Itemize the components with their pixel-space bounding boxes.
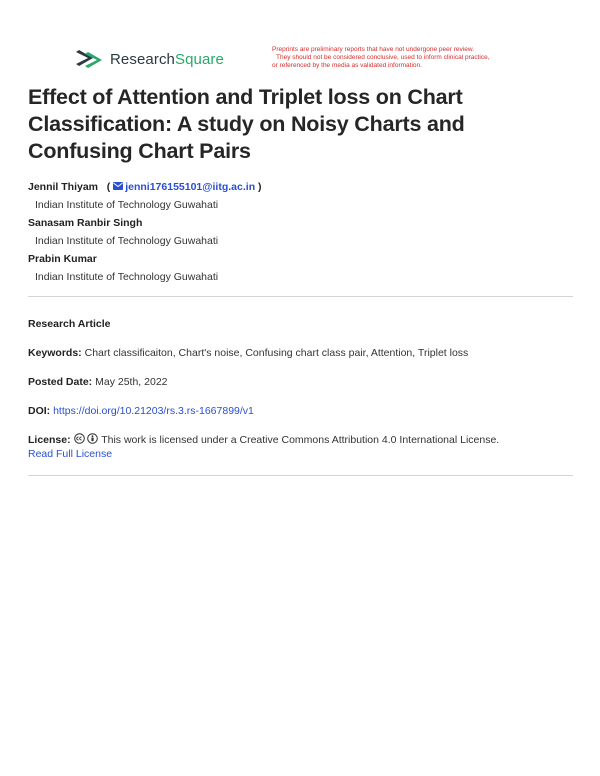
doi-link[interactable]: https://doi.org/10.21203/rs.3.rs-1667899/v1 <box>53 405 254 417</box>
by-icon <box>87 433 98 444</box>
divider <box>28 475 573 476</box>
read-full-license-link[interactable]: Read Full License <box>28 448 113 460</box>
cc-icon <box>74 433 85 444</box>
author-affiliation: Indian Institute of Technology Guwahati <box>35 199 219 211</box>
doi-row <box>28 404 573 418</box>
posted-date-label: Posted Date: <box>28 376 93 388</box>
research-square-logo[interactable] <box>75 48 224 70</box>
paper-title: Effect of Attention and Triplet loss on Chart Classification: A study on Noisy Charts and Confusing Chart Pairs <box>28 85 465 163</box>
author-entry <box>28 180 568 216</box>
license-text: This work is licensed under a Creative Commons Attribution 4.0 International License. <box>101 434 500 446</box>
posted-date-row <box>28 375 573 389</box>
keywords-label: Keywords: <box>28 347 82 359</box>
preprint-disclaimer <box>272 46 542 70</box>
brand-name: ResearchSquare <box>110 50 224 68</box>
envelope-icon <box>113 182 123 190</box>
author-name: Jennil Thiyam <box>28 181 99 193</box>
posted-date-value: May 25th, 2022 <box>95 376 168 388</box>
license-label: License: <box>28 434 71 446</box>
author-name: Prabin Kumar <box>28 253 97 265</box>
disclaimer-line: Preprints are preliminary reports that have not undergone peer review. <box>272 46 474 53</box>
author-entry <box>28 252 568 288</box>
author-affiliation: Indian Institute of Technology Guwahati <box>35 235 219 247</box>
author-name: Sanasam Ranbir Singh <box>28 217 143 229</box>
disclaimer-line: or referenced by the media as validated information. <box>272 62 422 69</box>
header <box>75 46 545 76</box>
author-list <box>28 180 568 288</box>
author-email-link[interactable]: jenni176155101@iitg.ac.in <box>125 181 256 193</box>
article-type: Research Article <box>28 318 111 330</box>
disclaimer-line: They should not be considered conclusive, used to inform clinical practice, <box>276 54 490 61</box>
keywords-row <box>28 346 573 360</box>
research-square-logo-icon <box>75 48 103 70</box>
divider <box>28 296 573 297</box>
author-affiliation: Indian Institute of Technology Guwahati <box>35 271 219 283</box>
license-row <box>28 433 573 461</box>
keywords-value: Chart classificaiton, Chart's noise, Confusing chart class pair, Attention, Triplet loss <box>84 347 469 359</box>
doi-label: DOI: <box>28 405 51 417</box>
author-email-wrap: ( jenni176155101@iitg.ac.in ) <box>106 181 262 193</box>
author-entry <box>28 216 568 252</box>
